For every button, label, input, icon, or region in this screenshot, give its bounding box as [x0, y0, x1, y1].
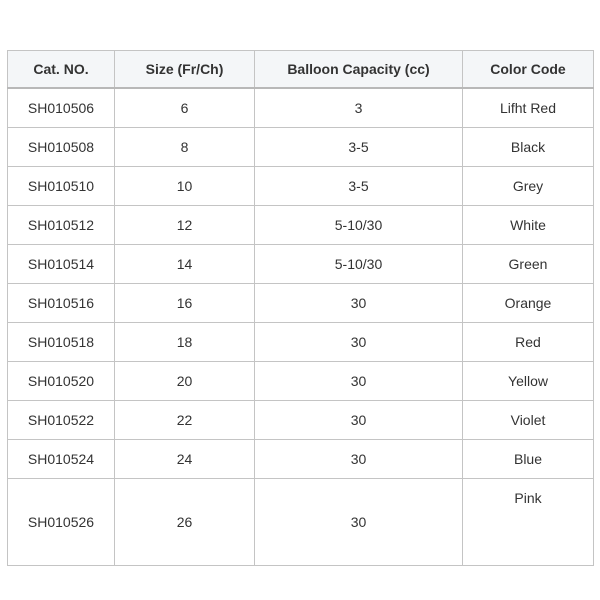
size-cell: 6: [115, 88, 255, 128]
balloon-cell: 30: [255, 479, 463, 566]
table-row: [8, 401, 594, 440]
cat-no-cell: SH010508: [8, 128, 115, 167]
size-cell: 12: [115, 206, 255, 245]
balloon-cell: 30: [255, 362, 463, 401]
size-cell: 8: [115, 128, 255, 167]
table-row: [8, 284, 594, 323]
size-cell: 16: [115, 284, 255, 323]
size-cell: 26: [115, 479, 255, 566]
color-cell: White: [463, 206, 594, 245]
cat-no-cell: SH010526: [8, 479, 115, 566]
size-cell: 22: [115, 401, 255, 440]
table-header: [8, 51, 594, 89]
table-row: [8, 88, 594, 128]
cat-no-cell: SH010506: [8, 88, 115, 128]
table-body: [8, 88, 594, 566]
size-cell: 24: [115, 440, 255, 479]
cat-no-cell: SH010516: [8, 284, 115, 323]
balloon-cell: 30: [255, 323, 463, 362]
table-row: [8, 479, 594, 566]
cat-no-cell: SH010522: [8, 401, 115, 440]
cat-no-cell: SH010518: [8, 323, 115, 362]
table-row: [8, 206, 594, 245]
color-cell: Orange: [463, 284, 594, 323]
cat-no-cell: SH010510: [8, 167, 115, 206]
size-cell: 14: [115, 245, 255, 284]
table-row: [8, 128, 594, 167]
catheter-spec-table: [7, 50, 594, 566]
color-cell: Black: [463, 128, 594, 167]
header-color-code: Color Code: [463, 51, 594, 89]
color-cell: Grey: [463, 167, 594, 206]
balloon-cell: 3-5: [255, 128, 463, 167]
color-cell: Red: [463, 323, 594, 362]
size-cell: 18: [115, 323, 255, 362]
balloon-cell: 30: [255, 440, 463, 479]
table-row: [8, 362, 594, 401]
table-row: [8, 323, 594, 362]
color-cell: Violet: [463, 401, 594, 440]
color-cell: Pink: [463, 479, 594, 566]
color-cell: Blue: [463, 440, 594, 479]
balloon-cell: 3-5: [255, 167, 463, 206]
balloon-cell: 30: [255, 284, 463, 323]
color-cell: Yellow: [463, 362, 594, 401]
balloon-cell: 5-10/30: [255, 206, 463, 245]
balloon-cell: 3: [255, 88, 463, 128]
table-row: [8, 440, 594, 479]
cat-no-cell: SH010512: [8, 206, 115, 245]
header-size: Size (Fr/Ch): [115, 51, 255, 89]
balloon-cell: 5-10/30: [255, 245, 463, 284]
table-row: [8, 245, 594, 284]
header-balloon-capacity: Balloon Capacity (cc): [255, 51, 463, 89]
cat-no-cell: SH010524: [8, 440, 115, 479]
color-cell: Green: [463, 245, 594, 284]
size-cell: 20: [115, 362, 255, 401]
header-row: [8, 51, 594, 89]
color-cell: Lifht Red: [463, 88, 594, 128]
size-cell: 10: [115, 167, 255, 206]
table-row: [8, 167, 594, 206]
balloon-cell: 30: [255, 401, 463, 440]
cat-no-cell: SH010520: [8, 362, 115, 401]
header-cat-no: Cat. NO.: [8, 51, 115, 89]
cat-no-cell: SH010514: [8, 245, 115, 284]
